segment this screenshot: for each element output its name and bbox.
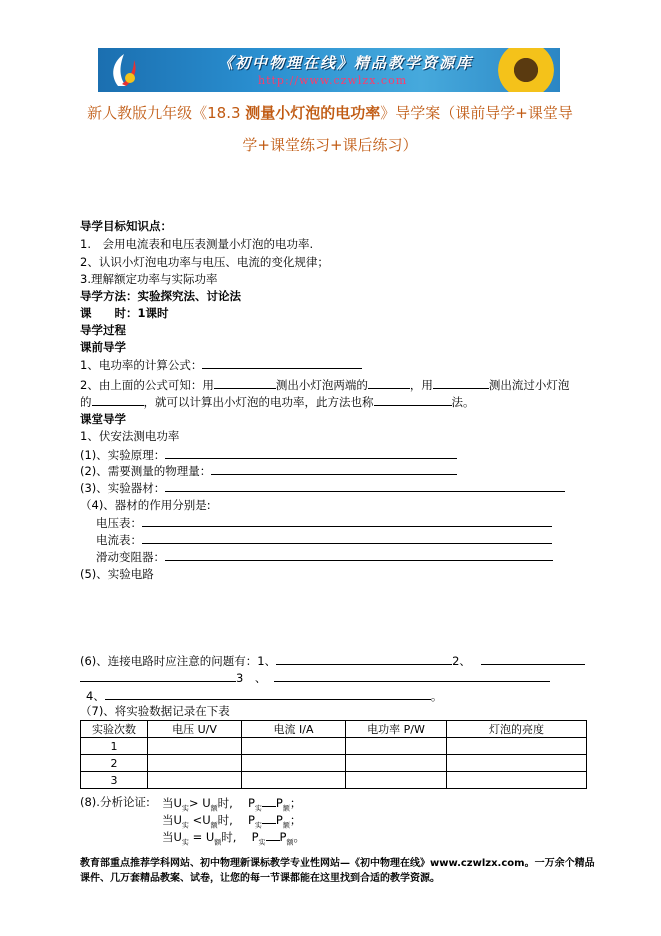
table-cell[interactable]: [447, 738, 587, 755]
table-cell[interactable]: [148, 755, 242, 772]
table-cell[interactable]: [447, 755, 587, 772]
page-title: 新人教版九年级《18.3 测量小灯泡的电功率》导学案（课前导学+课堂导: [87, 104, 573, 122]
table-header: 灯泡的亮度: [447, 721, 587, 738]
rheostat-line: 滑动变阻器：: [96, 548, 553, 565]
banner-title: 《初中物理在线》精品教学资源库: [218, 54, 474, 72]
banner-url: http://www.czwlzx.com: [258, 74, 408, 87]
answer-blank[interactable]: [266, 828, 280, 841]
section-1-2: (2)、需要测量的物理量：: [80, 462, 457, 479]
analysis-label: (8).分析论证:: [80, 795, 150, 809]
answer-blank[interactable]: [92, 393, 144, 406]
goal-item-2: 2、认识小灯泡电功率与电压、电流的变化规律；: [80, 255, 329, 269]
answer-blank[interactable]: [80, 669, 236, 682]
site-logo-icon: [104, 52, 144, 88]
table-cell[interactable]: [346, 738, 447, 755]
answer-blank[interactable]: [262, 794, 276, 807]
table-cell: 3: [81, 772, 148, 789]
table-row: [81, 738, 587, 755]
table-header: 实验次数: [81, 721, 148, 738]
table-header: 电压 U/V: [148, 721, 242, 738]
header-banner: [98, 48, 560, 92]
period-line: 课 时：1课时: [80, 306, 169, 320]
section-1-6-cont2: 4、 。: [86, 689, 443, 703]
section-1: 1、伏安法测电功率: [80, 429, 180, 443]
table-cell: 1: [81, 738, 148, 755]
table-header-row: [81, 721, 587, 738]
table-cell[interactable]: [242, 738, 346, 755]
section-1-5: (5)、实验电路: [80, 567, 154, 581]
table-cell[interactable]: [242, 755, 346, 772]
answer-blank[interactable]: [165, 446, 457, 459]
page-title-line2: 学+课堂练习+课后练习）: [242, 136, 418, 154]
answer-blank[interactable]: [433, 376, 489, 389]
answer-blank[interactable]: [262, 811, 276, 824]
answer-blank[interactable]: [142, 514, 552, 527]
goals-heading: 导学目标知识点：: [80, 219, 172, 233]
table-cell[interactable]: [242, 772, 346, 789]
answer-blank[interactable]: [165, 479, 565, 492]
sunflower-image: [498, 48, 554, 92]
footer-note: 教育部重点推荐学科网站、初中物理新课标教学专业性网站—《初中物理在线》www.czwlzx.com。一万余个精品课件、几万套精品教案、试卷，让您的每一节课都能在这里找到合适的教学资源。: [80, 858, 595, 884]
answer-blank[interactable]: [368, 376, 410, 389]
method-line: 导学方法：实验探究法、讨论法: [80, 289, 241, 303]
section-1-3: (3)、实验器材：: [80, 479, 565, 496]
section-1-6: (6)、连接电路时应注意的问题有：1、 2、: [80, 652, 585, 669]
table-header: 电功率 P/W: [346, 721, 447, 738]
table-cell[interactable]: [346, 755, 447, 772]
section-1-1: (1)、实验原理：: [80, 446, 457, 463]
table-cell: 2: [81, 755, 148, 772]
process-heading: 导学过程: [80, 323, 126, 337]
answer-blank[interactable]: [276, 652, 452, 665]
section-1-6-cont: 3 、: [80, 669, 550, 686]
table-cell[interactable]: [346, 772, 447, 789]
pre-question-1: 1、电功率的计算公式：: [80, 356, 362, 373]
answer-blank[interactable]: [142, 531, 552, 544]
pre-heading: 课前导学: [80, 340, 126, 354]
goal-item-3: 3.理解额定功率与实际功率: [80, 272, 218, 286]
goal-item-1: 1. 会用电流表和电压表测量小灯泡的电功率.: [80, 237, 314, 251]
pre-question-2-cont: 的 ，就可以计算出小灯泡的电功率，此方法也称 法。: [80, 395, 475, 409]
table-cell[interactable]: [148, 738, 242, 755]
analysis-line-2: 当$U_实 <U_额$时, $P_实$ $P_额$；: [162, 813, 302, 830]
answer-blank[interactable]: [374, 393, 452, 406]
answer-blank[interactable]: [481, 652, 585, 665]
analysis-line-1: 当$U_实> U_额$时, $P_实$ $P_额$；: [162, 796, 302, 813]
answer-blank[interactable]: [105, 687, 431, 700]
class-heading: 课堂导学: [80, 412, 126, 426]
voltmeter-line: 电压表：: [96, 514, 552, 531]
answer-blank[interactable]: [274, 669, 550, 682]
answer-blank[interactable]: [211, 462, 457, 475]
table-cell[interactable]: [148, 772, 242, 789]
ammeter-line: 电流表：: [96, 531, 552, 548]
section-1-4: （4)、器材的作用分别是:: [80, 498, 211, 512]
data-table: [80, 720, 587, 789]
pre-question-2: 2、由上面的公式可知：用 测出小灯泡两端的 ，用 测出流过小灯泡: [80, 378, 570, 392]
table-row: [81, 772, 587, 789]
section-1-7: （7)、将实验数据记录在下表: [80, 704, 230, 718]
table-cell[interactable]: [447, 772, 587, 789]
table-row: [81, 755, 587, 772]
table-header: 电流 I/A: [242, 721, 346, 738]
answer-blank[interactable]: [214, 376, 276, 389]
answer-blank[interactable]: [165, 548, 553, 561]
answer-blank[interactable]: [202, 356, 362, 369]
analysis-line-3: 当$U_实 = U_额$时, $P_实$ $P_额$。: [162, 830, 305, 847]
